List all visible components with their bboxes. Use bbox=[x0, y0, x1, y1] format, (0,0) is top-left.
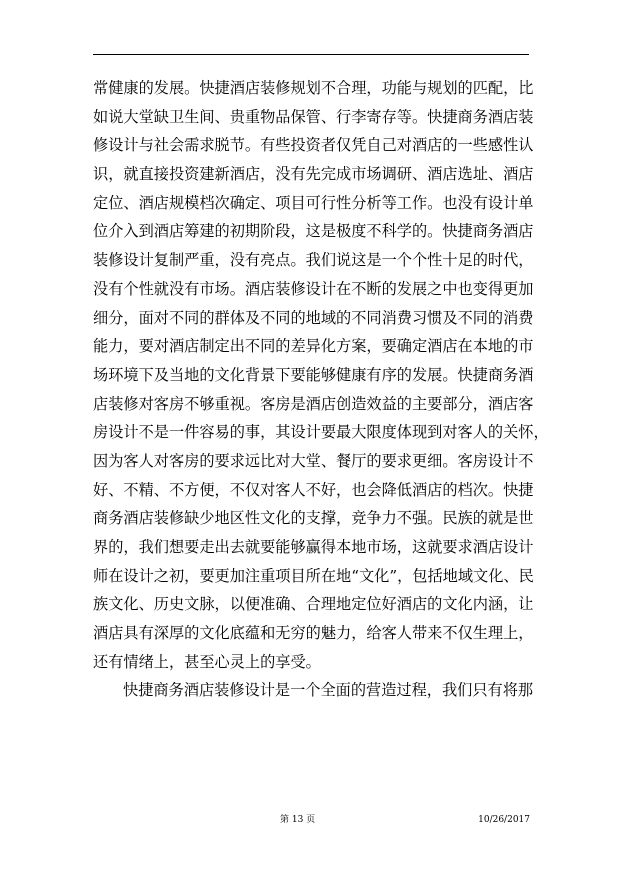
text-line: 商务酒店装修缺少地区性文化的支撑，竞争力不强。民族的就是世 bbox=[93, 509, 534, 528]
text-line: 如说大堂缺卫生间、贵重物品保管、行李寄存等。快捷商务酒店装 bbox=[93, 107, 534, 126]
text-line: 好、不精、不方便，不仅对客人不好，也会降低酒店的档次。快捷 bbox=[93, 480, 534, 499]
text-line: 定位、酒店规模档次确定、项目可行性分析等工作。也没有设计单 bbox=[93, 193, 534, 212]
text-line: 修设计与社会需求脱节。有些投资者仅凭自己对酒店的一些感性认 bbox=[93, 136, 534, 155]
text-line: 酒店具有深厚的文化底蕴和无穷的魅力，给客人带来不仅生理上， bbox=[93, 624, 534, 643]
page-number: 第 13 页 bbox=[280, 815, 316, 825]
header-rule bbox=[93, 54, 529, 55]
text-line: 装修设计复制严重，没有亮点。我们说这是一个个性十足的时代， bbox=[93, 251, 534, 270]
body-text bbox=[93, 74, 549, 705]
text-line: 细分，面对不同的群体及不同的地域的不同消费习惯及不同的消费 bbox=[93, 308, 534, 327]
text-line: 常健康的发展。快捷酒店装修规划不合理，功能与规划的匹配，比 bbox=[93, 79, 534, 97]
text-line: 没有个性就没有市场。酒店装修设计在不断的发展之中也变得更加 bbox=[93, 279, 534, 298]
text-line: 界的，我们想要走出去就要能够赢得本地市场，这就要求酒店设计 bbox=[93, 538, 534, 556]
text-line: 师在设计之初，要更加注重项目所在地“文化”，包括地域文化、民 bbox=[93, 566, 534, 585]
text-line-indented: 快捷商务酒店装修设计是一个全面的营造过程，我们只有将那 bbox=[123, 681, 534, 700]
footer-date: 10/26/2017 bbox=[478, 815, 530, 825]
text-line: 还有情绪上，甚至心灵上的享受。 bbox=[93, 652, 321, 671]
text-line: 识，就直接投资建新酒店，没有先完成市场调研、酒店选址、酒店 bbox=[93, 165, 534, 184]
text-line: 房设计不是一件容易的事，其设计要最大限度体现到对客人的关怀， bbox=[93, 423, 549, 442]
text-line: 位介入到酒店筹建的初期阶段，这是极度不科学的。快捷商务酒店 bbox=[93, 222, 534, 241]
text-line: 因为客人对客房的要求远比对大堂、餐厅的要求更细。客房设计不 bbox=[93, 451, 534, 470]
text-line: 场环境下及当地的文化背景下要能够健康有序的发展。快捷商务酒 bbox=[93, 365, 534, 384]
text-line: 族文化、历史文脉，以便准确、合理地定位好酒店的文化内涵，让 bbox=[93, 595, 534, 614]
text-line: 店装修对客房不够重视。客房是酒店创造效益的主要部分，酒店客 bbox=[93, 394, 534, 413]
text-line: 能力，要对酒店制定出不同的差异化方案，要确定酒店在本地的市 bbox=[93, 337, 534, 356]
